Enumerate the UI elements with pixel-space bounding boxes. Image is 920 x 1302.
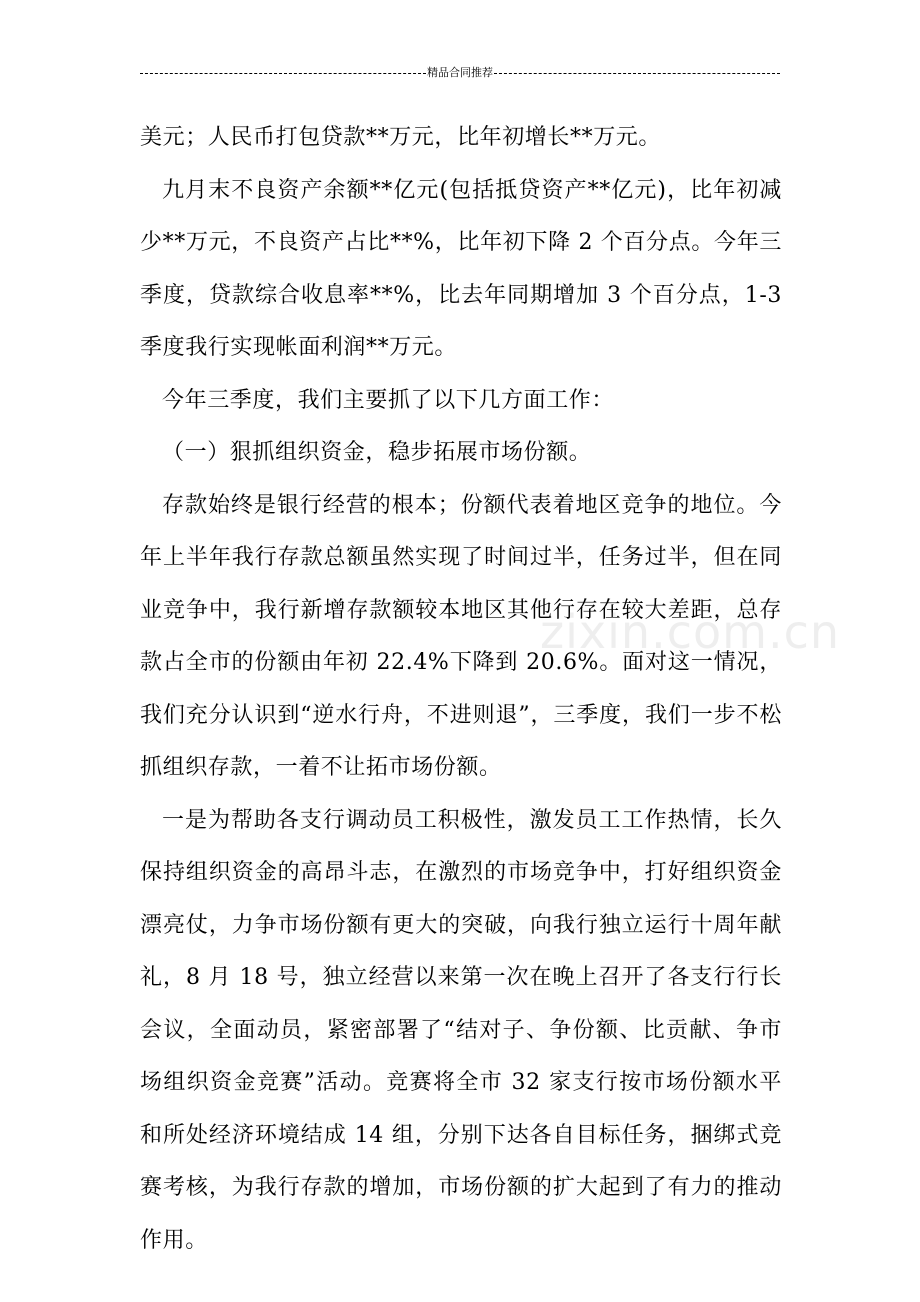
header-title: 精品合同推荐 xyxy=(427,66,493,79)
document-body xyxy=(140,112,782,1267)
paragraph-continuation: 美元；人民币打包贷款**万元，比年初增长**万元。 xyxy=(140,125,662,150)
watermark: zixin.com.cn xyxy=(540,605,841,659)
paragraph-competition: 一是为帮助各支行调动员工积极性，激发员工工作热情，长久保持组织资金的高昂斗志，在激烈的市场竞争中，打好组织资金漂亮仗，力争市场份额有更大的突破，向我行独立运行十周年献礼，8 月 18 号，独立经营以来第一次在晚上召开了各支行行长会议，全面动员，紧密部署了“结对子、争份额、比贡献、争市场组织资金竞赛”活动。竞赛将全市 32 家支行按市场份额水平和所处经济环境结成 14 组，分别下达各自目标任务，捆绑式竞赛考核，为我行存款的增加，市场份额的扩大起到了有力的推动作用。 xyxy=(140,807,782,1253)
page-header xyxy=(140,66,780,80)
paragraph-deposits: 存款始终是银行经营的根本；份额代表着地区竞争的地位。今年上半年我行存款总额虽然实现了时间过半，任务过半，但在同业竞争中，我行新增存款额较本地区其他行存在较大差距，总存款占全市的份额由年初 22.4%下降到 20.6%。面对这一情况，我们充分认识到“逆水行舟，不进则退”，三季度，我们一步不松抓组织存款，一着不让拓市场份额。 xyxy=(140,492,782,780)
section-heading-one: （一）狠抓组织资金，稳步拓展市场份额。 xyxy=(162,440,592,465)
paragraph-nonperforming-assets: 九月末不良资产余额**亿元(包括抵贷资产**亿元)，比年初减少**万元，不良资产占比**%，比年初下降 2 个百分点。今年三季度，贷款综合收息率**%，比去年同期增加 3 个百分点，1-3 季度我行实现帐面利润**万元。 xyxy=(140,177,782,360)
paragraph-work-intro: 今年三季度，我们主要抓了以下几方面工作： xyxy=(162,387,615,413)
header-rule-right xyxy=(494,73,780,74)
header-rule-left xyxy=(140,73,426,74)
